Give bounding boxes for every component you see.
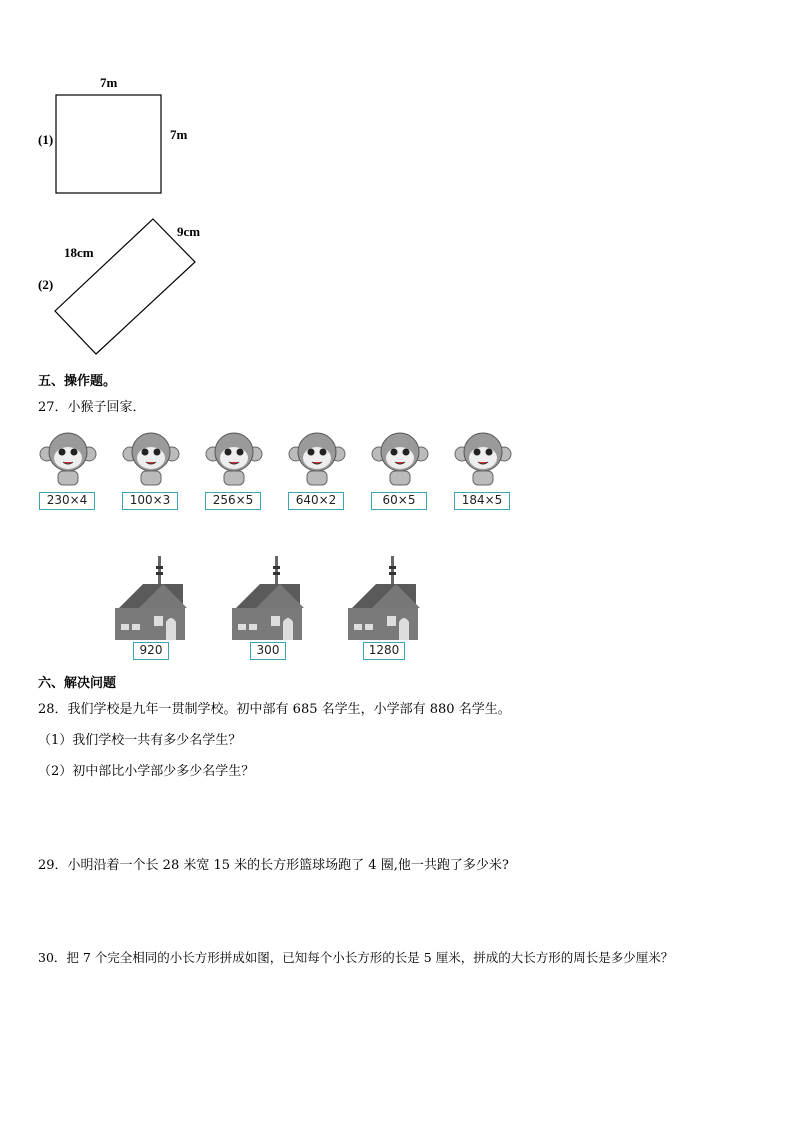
question-28: 28．我们学校是九年一贯制学校。初中部有 685 名学生，小学部有 880 名学生。 (38, 702, 511, 717)
figure-2-label: (2) (38, 277, 54, 292)
question-30: 30．把 7 个完全相同的小长方形拼成如图，已知每个小长方形的长是 5 厘米，拼成的大长方形的周长是多少厘米？ (38, 950, 674, 965)
monkey-icon (121, 430, 181, 490)
house-number-box[interactable]: 920 (133, 642, 169, 660)
house-icon (113, 554, 189, 642)
expression-box[interactable]: 230×4 (39, 492, 95, 510)
question-29: 29．小明沿着一个长 28 米宽 15 米的长方形篮球场跑了 4 圈,他一共跑了多少米? (38, 858, 509, 873)
house-icon (230, 554, 306, 642)
square-figure (50, 90, 170, 200)
square-top-length: 7m (100, 75, 118, 90)
rect-long-side: 18cm (64, 245, 94, 260)
square-side-length: 7m (170, 127, 188, 142)
house-number-box[interactable]: 1280 (363, 642, 405, 660)
question-27: 27．小猴子回家． (38, 400, 146, 415)
house-icon (346, 554, 422, 642)
expression-box[interactable]: 60×5 (371, 492, 427, 510)
expression-box[interactable]: 184×5 (454, 492, 510, 510)
monkey-icon (287, 430, 347, 490)
question-28-part-1: （1）我们学校一共有多少名学生？ (38, 733, 242, 748)
rect-short-side: 9cm (177, 224, 201, 239)
monkey-icon (204, 430, 264, 490)
monkey-icon (370, 430, 430, 490)
rectangle-figure (50, 215, 200, 360)
monkey-icon (38, 430, 98, 490)
expression-box[interactable]: 100×3 (122, 492, 178, 510)
section-5-title: 五、操作题。 (38, 374, 117, 389)
expression-box[interactable]: 640×2 (288, 492, 344, 510)
section-6-title: 六、解决问题 (38, 676, 117, 691)
house-number-box[interactable]: 300 (250, 642, 286, 660)
question-28-part-2: （2）初中部比小学部少多少名学生？ (38, 764, 255, 779)
figure-1-label: (1) (38, 132, 54, 147)
monkey-icon (453, 430, 513, 490)
expression-box[interactable]: 256×5 (205, 492, 261, 510)
